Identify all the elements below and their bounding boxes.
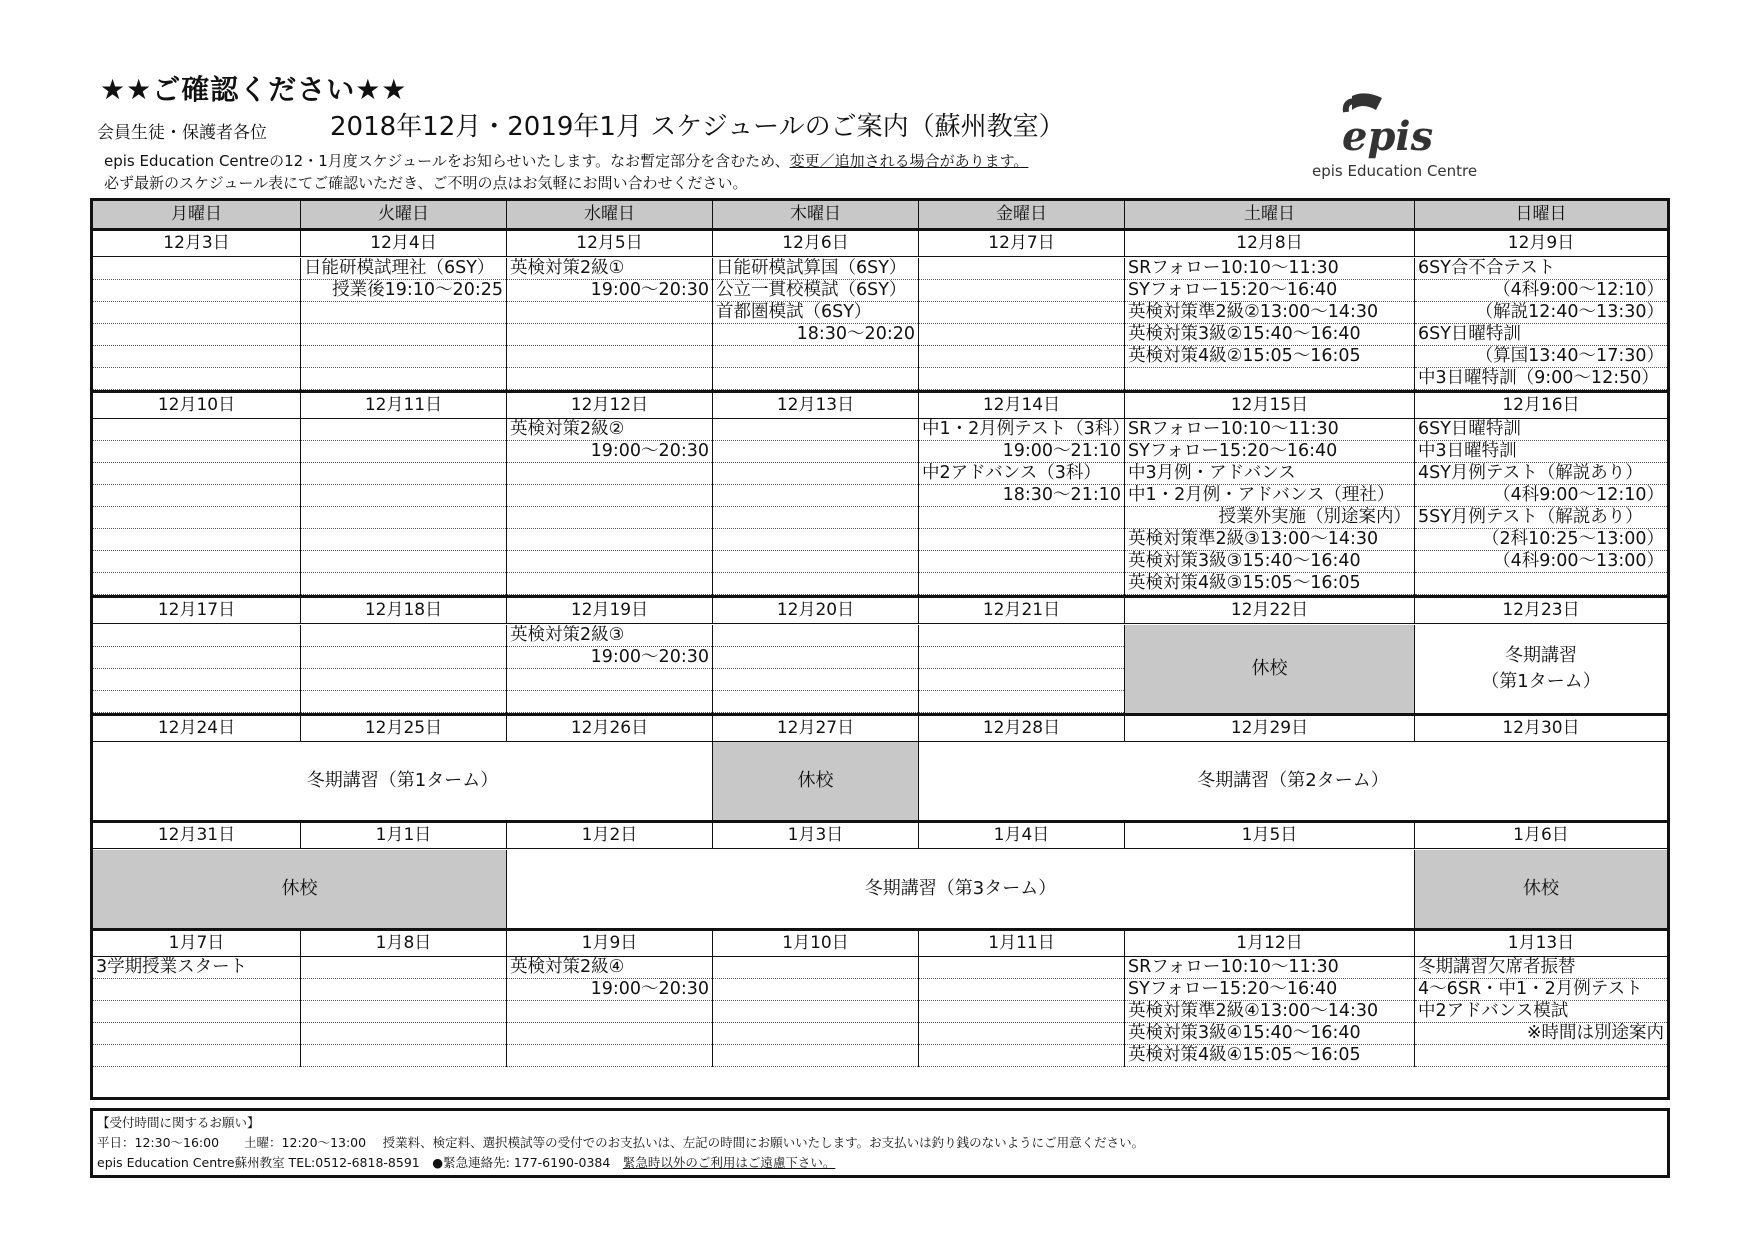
event-cell (1415, 625, 1667, 713)
footer-contact (97, 1153, 1663, 1173)
schedule-entry: SYフォロー15:20～16:40 (1125, 280, 1414, 302)
empty-line (713, 441, 918, 463)
date-cell: 1月1日 (301, 823, 507, 848)
date-cell: 1月7日 (93, 931, 301, 956)
schedule-entry: 首都圏模試（6SY） (713, 302, 918, 324)
empty-line (507, 368, 712, 390)
schedule-table (90, 198, 1670, 1100)
schedule-entry: 6SY日曜特訓 (1415, 324, 1667, 346)
winter-course-span: 冬期講習（第3ターム） (507, 850, 1415, 928)
date-cell: 12月16日 (1502, 394, 1580, 415)
schedule-entry: 英検対策3級②15:40～16:40 (1125, 324, 1414, 346)
schedule-cell (713, 957, 919, 1067)
schedule-cell (1125, 957, 1415, 1067)
date-cell: 1月9日 (507, 931, 713, 956)
schedule-entry: 18:30～20:20 (713, 324, 918, 346)
empty-line (93, 551, 300, 573)
empty-line (301, 441, 506, 463)
schedule-entry: 冬期講習欠席者振替 (1415, 957, 1667, 979)
schedule-cell (1125, 258, 1415, 390)
date-cell: 1月8日 (301, 931, 507, 956)
date-cell: 1月2日 (507, 823, 713, 848)
date-cell: 12月18日 (301, 598, 507, 623)
schedule-entry: （4科9:00～13:00） (1415, 551, 1667, 573)
addressee: 会員生徒・保護者各位 (97, 123, 267, 143)
footer-hours: 平日：12:30～16:00 土曜：12:20～13:00 授業料、検定料、選択模試等の受付でのお支払いは、左記の時間にお願いいたします。お支払いは釣り銭のないようにご用意ください。 (97, 1135, 1145, 1150)
schedule-cell (1415, 957, 1667, 1067)
schedule-entry: 19:00～20:30 (507, 280, 712, 302)
empty-line (1125, 368, 1414, 390)
empty-line (301, 368, 506, 390)
weekday-header: 木曜日 (713, 201, 919, 228)
logo-mark: epis (1342, 113, 1434, 160)
empty-line (507, 691, 712, 713)
schedule-entry: 4～6SR・中1・2月例テスト (1415, 979, 1667, 1001)
empty-line (301, 324, 506, 346)
date-cell: 12月4日 (301, 231, 507, 256)
schedule-entry: 中1・2月例テスト（3科） (919, 419, 1124, 441)
date-cell: 12月21日 (919, 598, 1125, 623)
schedule-title: 2018年12月・2019年1月 スケジュールのご案内（蘇州教室） (330, 112, 1065, 142)
empty-line (93, 419, 300, 441)
date-cell: 12月11日 (301, 393, 507, 418)
empty-line (93, 979, 300, 1001)
empty-line (93, 280, 300, 302)
schedule-entry: （4科9:00～12:10） (1415, 485, 1667, 507)
empty-line (93, 441, 300, 463)
empty-line (301, 1001, 506, 1023)
footer-contact-info: epis Education Centre蘇州教室 TEL:0512-6818-8591 ●緊急連絡先: 177-6190-0384 (97, 1155, 611, 1170)
empty-line (919, 368, 1124, 390)
schedule-entry: SYフォロー15:20～16:40 (1125, 441, 1414, 463)
schedule-cell (919, 957, 1125, 1067)
empty-line (919, 302, 1124, 324)
empty-line (93, 1045, 300, 1067)
schedule-entry: SRフォロー10:10～11:30 (1125, 258, 1414, 280)
empty-line (919, 507, 1124, 529)
empty-line (301, 625, 506, 647)
empty-line (713, 368, 918, 390)
schedule-entry: 中2アドバンス模試 (1415, 1001, 1667, 1023)
weekday-header: 土曜日 (1125, 201, 1415, 228)
closed-cell: 休校 (93, 850, 507, 928)
schedule-cell (507, 258, 713, 390)
schedule-entry: 英検対策2級① (507, 258, 712, 280)
winter-course-span: 冬期講習（第2ターム） (1197, 770, 1389, 791)
empty-line (93, 463, 300, 485)
empty-line (93, 1001, 300, 1023)
schedule-cell (507, 625, 713, 713)
schedule-cell (93, 625, 301, 713)
empty-line (301, 419, 506, 441)
date-cell: 12月17日 (93, 598, 301, 623)
schedule-cell (1415, 419, 1667, 595)
empty-line (507, 1045, 712, 1067)
schedule-entry: （解説12:40～13:30） (1415, 302, 1667, 324)
empty-line (301, 485, 506, 507)
empty-line (919, 1023, 1124, 1045)
winter-course-span: 冬期講習（第1ターム） (93, 742, 713, 820)
date-cell: 12月27日 (713, 716, 919, 741)
empty-line (93, 1023, 300, 1045)
empty-line (507, 463, 712, 485)
empty-line (93, 691, 300, 713)
empty-line (507, 573, 712, 595)
empty-line (713, 625, 918, 647)
intro-notice: 変更／追加される場合があります。 (789, 152, 1029, 170)
intro-line-2: 必ず最新のスケジュール表にてご確認いただき、ご不明の点はお気軽にお問い合わせください。 (104, 174, 748, 192)
date-cell: 12月23日 (1502, 600, 1580, 620)
empty-line (713, 1045, 918, 1067)
closed-cell: 休校 (713, 742, 919, 820)
date-cell: 12月9日 (1507, 233, 1575, 253)
empty-line (713, 507, 918, 529)
date-cell: 12月28日 (919, 716, 1125, 741)
schedule-entry: 日能研模試理社（6SY） (301, 258, 506, 280)
date-cell: 12月12日 (507, 393, 713, 418)
schedule-cell (919, 258, 1125, 390)
weekday-header: 月曜日 (93, 201, 301, 228)
empty-line (93, 346, 300, 368)
date-cell: 1月4日 (919, 823, 1125, 848)
schedule-cell (301, 957, 507, 1067)
schedule-entry: 19:00～20:30 (507, 647, 712, 669)
schedule-entry: 3学期授業スタート (93, 957, 300, 979)
schedule-cell (93, 957, 301, 1067)
empty-line (713, 573, 918, 595)
intro-text: epis Education Centreの12・1月度スケジュールをお知らせいたします。なお暫定部分を含むため、 (104, 152, 790, 170)
empty-line (93, 647, 300, 669)
empty-line (507, 507, 712, 529)
empty-line (919, 647, 1124, 669)
empty-line (93, 302, 300, 324)
schedule-entry: 4SY月例テスト（解説あり） (1415, 463, 1667, 485)
schedule-entry: 公立一貫校模試（6SY） (713, 280, 918, 302)
date-cell: 1月12日 (1125, 931, 1415, 956)
empty-line (301, 669, 506, 691)
empty-line (301, 529, 506, 551)
empty-line (1415, 1045, 1667, 1067)
empty-line (93, 368, 300, 390)
date-cell: 1月10日 (713, 931, 919, 956)
schedule-entry: 中3日曜特訓 (1415, 441, 1667, 463)
empty-line (507, 346, 712, 368)
empty-line (713, 463, 918, 485)
schedule-cell (713, 625, 919, 713)
empty-line (713, 647, 918, 669)
empty-line (713, 691, 918, 713)
schedule-entry: 授業外実施（別途案内） (1125, 507, 1414, 529)
empty-line (93, 573, 300, 595)
schedule-entry: 中2アドバンス（3科） (919, 463, 1124, 485)
schedule-entry: 英検対策4級②15:05～16:05 (1125, 346, 1414, 368)
page-title: ★★ご確認ください★★ (100, 73, 408, 106)
empty-line (919, 979, 1124, 1001)
empty-line (301, 647, 506, 669)
empty-line (919, 529, 1124, 551)
schedule-cell (1125, 419, 1415, 595)
date-cell: 12月20日 (713, 598, 919, 623)
empty-line (301, 551, 506, 573)
schedule-entry: 英検対策準2級③13:00～14:30 (1125, 529, 1414, 551)
date-cell: 12月13日 (713, 393, 919, 418)
empty-line (713, 346, 918, 368)
schedule-cell (919, 625, 1125, 713)
schedule-entry: 6SY合不合テスト (1415, 258, 1667, 280)
closed-cell (1125, 625, 1415, 713)
empty-line (919, 324, 1124, 346)
date-cell: 12月24日 (93, 716, 301, 741)
schedule-entry: 英検対策3級④15:40～16:40 (1125, 1023, 1414, 1045)
schedule-entry: 18:30～21:10 (919, 485, 1124, 507)
empty-line (93, 258, 300, 280)
empty-line (919, 346, 1124, 368)
empty-line (919, 1001, 1124, 1023)
weekday-header: 金曜日 (919, 201, 1125, 228)
date-cell: 12月29日 (1125, 716, 1415, 741)
date-cell: 12月3日 (93, 231, 301, 256)
schedule-cell (713, 419, 919, 595)
schedule-entry: SYフォロー15:20～16:40 (1125, 979, 1414, 1001)
empty-line (507, 302, 712, 324)
cell-sublabel: （第1ターム） (1481, 670, 1601, 692)
schedule-entry: 英検対策4級③15:05～16:05 (1125, 573, 1414, 595)
empty-line (919, 280, 1124, 302)
schedule-entry: 英検対策4級④15:05～16:05 (1125, 1045, 1414, 1067)
empty-line (713, 485, 918, 507)
date-cell: 12月7日 (919, 231, 1125, 256)
schedule-entry: 中3月例・アドバンス (1125, 463, 1414, 485)
schedule-cell (713, 258, 919, 390)
empty-line (301, 957, 506, 979)
schedule-entry: 19:00～20:30 (507, 441, 712, 463)
schedule-entry: 中3日曜特訓（9:00～12:50） (1415, 368, 1667, 390)
date-cell: 1月3日 (713, 823, 919, 848)
empty-line (713, 419, 918, 441)
footer-heading: 【受付時間に関するお願い】 (97, 1115, 260, 1130)
schedule-cell (301, 258, 507, 390)
empty-line (301, 1045, 506, 1067)
date-cell: 1月5日 (1125, 823, 1415, 848)
schedule-entry: ※時間は別途案内 (1415, 1023, 1667, 1045)
empty-line (713, 1001, 918, 1023)
schedule-cell (1415, 258, 1667, 390)
empty-line (507, 324, 712, 346)
empty-line (507, 485, 712, 507)
schedule-entry: SRフォロー10:10～11:30 (1125, 957, 1414, 979)
schedule-entry: （算国13:40～17:30） (1415, 346, 1667, 368)
empty-line (507, 551, 712, 573)
empty-line (713, 529, 918, 551)
schedule-entry: 日能研模試算国（6SY） (713, 258, 918, 280)
schedule-entry: 中1・2月例・アドバンス（理社） (1125, 485, 1414, 507)
schedule-entry: 英検対策3級③15:40～16:40 (1125, 551, 1414, 573)
date-cell: 1月11日 (919, 931, 1125, 956)
schedule-entry: 英検対策2級② (507, 419, 712, 441)
schedule-cell (301, 625, 507, 713)
date-cell: 12月25日 (301, 716, 507, 741)
empty-line (93, 529, 300, 551)
schedule-entry: 英検対策2級④ (507, 957, 712, 979)
schedule-cell (301, 419, 507, 595)
weekday-header: 火曜日 (301, 201, 507, 228)
logo-caption: epis Education Centre (1312, 162, 1478, 180)
schedule-entry: 英検対策2級③ (507, 625, 712, 647)
empty-line (507, 669, 712, 691)
empty-line (713, 1023, 918, 1045)
date-cell: 12月15日 (1125, 393, 1415, 418)
empty-line (93, 625, 300, 647)
empty-line (713, 979, 918, 1001)
date-cell: 12月19日 (507, 598, 713, 623)
empty-line (919, 1045, 1124, 1067)
empty-line (301, 346, 506, 368)
schedule-entry: 英検対策準2級④13:00～14:30 (1125, 1001, 1414, 1023)
empty-line (919, 669, 1124, 691)
empty-line (93, 485, 300, 507)
schedule-entry: 19:00～20:30 (507, 979, 712, 1001)
empty-line (919, 573, 1124, 595)
schedule-entry: 5SY月例テスト（解説あり） (1415, 507, 1667, 529)
footer-notice (90, 1108, 1670, 1178)
empty-line (301, 691, 506, 713)
empty-line (1415, 573, 1667, 595)
schedule-entry: （4科9:00～12:10） (1415, 280, 1667, 302)
date-cell: 12月22日 (1125, 598, 1415, 623)
empty-line (507, 1001, 712, 1023)
schedule-cell (93, 419, 301, 595)
schedule-cell (93, 258, 301, 390)
empty-line (919, 258, 1124, 280)
weekday-header: 水曜日 (507, 201, 713, 228)
date-cell: 12月8日 (1125, 231, 1415, 256)
date-cell: 12月31日 (93, 823, 301, 848)
date-cell: 1月13日 (1507, 932, 1575, 953)
empty-line (919, 551, 1124, 573)
schedule-entry: 授業後19:10～20:25 (301, 280, 506, 302)
empty-line (507, 529, 712, 551)
date-cell: 12月5日 (507, 231, 713, 256)
date-cell: 1月6日 (1513, 825, 1569, 845)
date-cell: 12月14日 (919, 393, 1125, 418)
empty-line (301, 302, 506, 324)
date-cell: 12月30日 (1502, 717, 1580, 738)
empty-line (919, 625, 1124, 647)
cell-label: 冬期講習 (1505, 644, 1577, 666)
empty-line (713, 551, 918, 573)
empty-line (301, 573, 506, 595)
schedule-cell (507, 957, 713, 1067)
schedule-entry: 19:00～21:10 (919, 441, 1124, 463)
empty-line (713, 669, 918, 691)
date-cell: 12月10日 (93, 393, 301, 418)
weekday-header: 日曜日 (1415, 201, 1667, 228)
empty-line (93, 669, 300, 691)
empty-line (301, 463, 506, 485)
empty-line (507, 1023, 712, 1045)
empty-line (93, 324, 300, 346)
empty-line (301, 1023, 506, 1045)
empty-line (93, 507, 300, 529)
empty-line (301, 507, 506, 529)
closed-cell: 休校 (1415, 850, 1667, 928)
intro-line-1 (104, 150, 1028, 171)
cell-label: 休校 (1251, 657, 1288, 679)
schedule-entry: 英検対策準2級②13:00～14:30 (1125, 302, 1414, 324)
date-cell: 12月6日 (713, 231, 919, 256)
empty-line (919, 957, 1124, 979)
empty-line (301, 979, 506, 1001)
schedule-entry: 6SY日曜特訓 (1415, 419, 1667, 441)
schedule-entry: SRフォロー10:10～11:30 (1125, 419, 1414, 441)
footer-emergency-note: 緊急時以外のご利用はご遠慮下さい。 (622, 1155, 836, 1170)
schedule-entry: （2科10:25～13:00） (1415, 529, 1667, 551)
empty-line (919, 691, 1124, 713)
empty-line (713, 957, 918, 979)
schedule-cell (507, 419, 713, 595)
date-cell: 12月26日 (507, 716, 713, 741)
schedule-cell (919, 419, 1130, 595)
